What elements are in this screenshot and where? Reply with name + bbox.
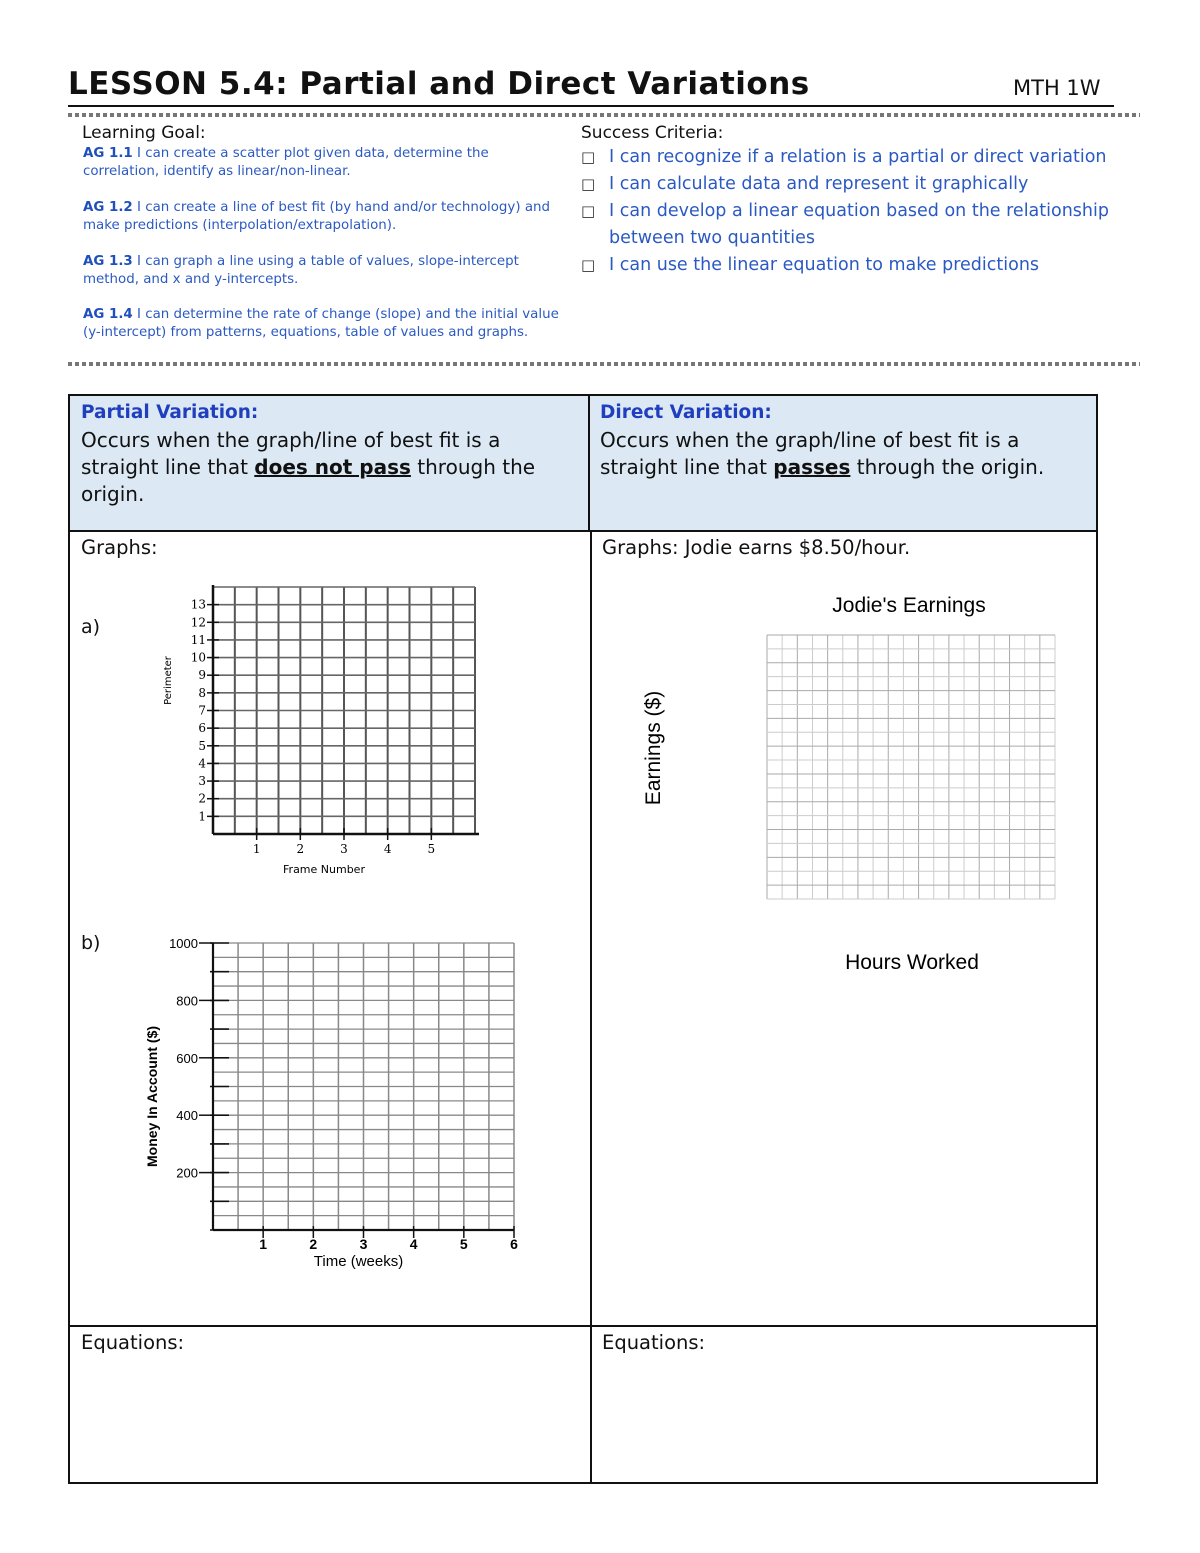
y-tick-label: 600 [176, 1050, 198, 1066]
y-tick-label: 11 [190, 632, 206, 647]
table-divider [70, 1325, 1096, 1327]
x-axis-title: Frame Number [283, 863, 365, 876]
learning-goal-item [83, 199, 563, 235]
y-tick-label: 800 [176, 993, 198, 1009]
y-axis-title: Money In Account ($) [144, 1025, 160, 1168]
x-tick-label: 3 [340, 842, 348, 856]
partial-def-start: Occurs when the graph/line of best fit is a straight line that [81, 428, 501, 479]
learning-goal-heading: Learning Goal: [82, 123, 206, 143]
y-tick-label: 1 [198, 809, 206, 824]
success-criterion [581, 144, 1141, 171]
x-tick-label: 6 [510, 1236, 518, 1252]
partial-definition [81, 427, 551, 508]
direct-def-end: through the origin. [850, 455, 1045, 479]
direct-title: Direct Variation: [600, 402, 772, 423]
graph-a-perimeter [150, 585, 490, 885]
y-tick-label: 1000 [169, 936, 198, 951]
y-tick-label: 10 [190, 650, 206, 665]
x-tick-label: 5 [427, 842, 436, 856]
checkbox-icon[interactable]: □ [581, 256, 596, 274]
dotted-divider-top [68, 113, 1140, 117]
y-tick-label: 5 [198, 738, 206, 753]
y-tick-label: 2 [198, 791, 206, 806]
y-tick-label: 7 [198, 703, 206, 718]
partial-def-end: through the origin. [81, 455, 536, 506]
y-tick-label: 3 [198, 774, 206, 789]
learning-goal-item [83, 253, 563, 289]
dotted-divider-bottom [68, 362, 1140, 366]
direct-header-cell [590, 396, 1096, 530]
goal-text: I can graph a line using a table of values, slope-intercept method, and x and y-intercepts. [83, 254, 519, 287]
goal-text: I can create a scatter plot given data, determine the correlation, identify as linear/non-linear. [83, 146, 489, 179]
graph-a-label: a) [81, 616, 101, 638]
x-tick-label: 1 [252, 842, 261, 856]
criterion-text: I can develop a linear equation based on the relationship between two quantities [609, 201, 1109, 248]
y-tick-label: 200 [176, 1165, 198, 1181]
checkbox-icon[interactable]: □ [581, 148, 596, 166]
x-tick-label: 4 [409, 1236, 418, 1252]
partial-graphs-label: Graphs: [81, 536, 158, 559]
success-criteria-heading: Success Criteria: [581, 123, 724, 143]
title-divider [68, 105, 1114, 107]
direct-definition [600, 427, 1070, 481]
direct-graphs-label: Graphs: Jodie earns $8.50/hour. [602, 536, 911, 559]
success-criterion [581, 252, 1141, 279]
goal-text: I can determine the rate of change (slope) and the initial value (y-intercept) from patterns, equations, table of values and graphs. [83, 307, 559, 340]
x-tick-label: 1 [259, 1236, 268, 1252]
y-tick-label: 8 [198, 685, 206, 700]
graph-jodie-earnings [630, 585, 1070, 985]
partial-title: Partial Variation: [81, 402, 259, 423]
goal-code: AG 1.1 [83, 146, 133, 161]
partial-def-key: does not pass [254, 455, 411, 479]
criterion-text: I can calculate data and represent it graphically [609, 174, 1029, 194]
lesson-number: LESSON 5.4: [68, 66, 289, 102]
x-axis-title: Hours Worked [845, 951, 979, 974]
criterion-text: I can recognize if a relation is a partial or direct variation [609, 147, 1107, 167]
x-tick-label: 2 [309, 1236, 318, 1252]
x-tick-label: 5 [459, 1236, 468, 1252]
x-tick-label: 2 [296, 842, 305, 856]
y-tick-label: 4 [198, 756, 206, 771]
success-criterion [581, 198, 1141, 252]
x-tick-label: 4 [383, 842, 392, 856]
graph-b-money [140, 935, 530, 1275]
partial-equations-label: Equations: [81, 1331, 185, 1354]
page-title [68, 66, 810, 102]
x-tick-label: 3 [359, 1236, 368, 1252]
goal-code: AG 1.3 [83, 254, 133, 269]
chart-title: Jodie's Earnings [832, 594, 986, 617]
y-tick-label: 12 [190, 615, 206, 630]
goal-code: AG 1.2 [83, 200, 133, 215]
y-axis-title: Earnings ($) [642, 690, 665, 806]
graph-b-label: b) [81, 932, 101, 954]
goal-code: AG 1.4 [83, 307, 133, 322]
course-code: MTH 1W [1013, 76, 1101, 100]
direct-equations-label: Equations: [602, 1331, 706, 1354]
y-tick-label: 9 [198, 668, 206, 683]
lesson-topic: Partial and Direct Variations [299, 66, 810, 102]
learning-goal-item [83, 145, 563, 181]
direct-def-start: Occurs when the graph/line of best fit is a straight line that [600, 428, 1020, 479]
table-divider [70, 530, 1096, 532]
y-tick-label: 6 [198, 721, 206, 736]
partial-header-cell [70, 396, 590, 530]
success-criterion [581, 171, 1141, 198]
criterion-text: I can use the linear equation to make predictions [609, 255, 1040, 275]
y-tick-label: 400 [176, 1108, 198, 1124]
x-axis-title: Time (weeks) [313, 1253, 404, 1270]
direct-def-key: passes [773, 455, 851, 479]
checkbox-icon[interactable]: □ [581, 175, 596, 193]
learning-goal-item [83, 306, 563, 342]
goal-text: I can create a line of best fit (by hand and/or technology) and make predictions (interpolation/extrapolation). [83, 200, 551, 233]
y-axis-title: Perimeter [163, 656, 174, 705]
y-tick-label: 13 [190, 597, 206, 612]
column-divider [590, 530, 592, 1482]
checkbox-icon[interactable]: □ [581, 202, 596, 220]
